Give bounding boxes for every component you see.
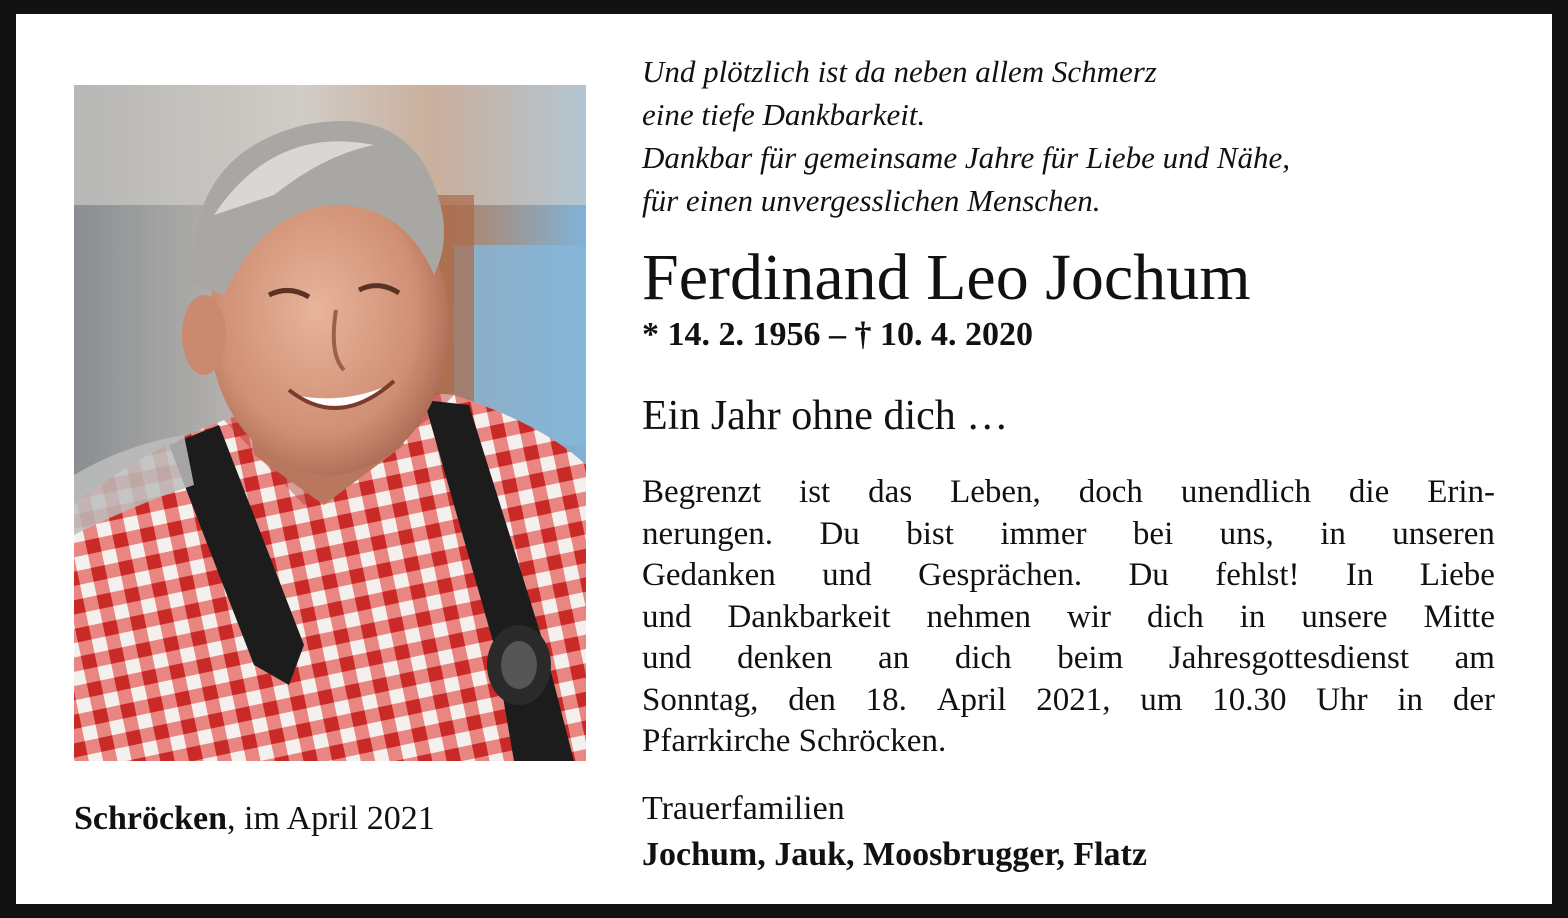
families-label: Trauerfamilien (642, 790, 845, 827)
poem-quote (642, 50, 1290, 222)
life-dates: * 14. 2. 1956 – † 10. 4. 2020 (642, 316, 1033, 353)
place-date-text: , im April 2021 (227, 800, 435, 837)
body-line: Begrenzt ist das Leben, doch unendlich die Erin- (642, 474, 1495, 510)
body-line: Pfarrkirche Schröcken. (642, 723, 947, 759)
body-line: Sonntag, den 18. April 2021, um 10.30 Uhr in der (642, 681, 1495, 718)
body-line: und Dankbarkeit nehmen wir dich in unsere Mitte (642, 598, 1495, 635)
deceased-name: Ferdinand Leo Jochum (642, 241, 1251, 314)
body-line: und denken an dich beim Jahresgottesdienst am (642, 640, 1495, 676)
quote-line: eine tiefe Dankbarkeit. (642, 97, 926, 132)
place-town: Schröcken (74, 800, 227, 837)
memorial-text (642, 472, 1495, 763)
body-line: Gedanken und Gesprächen. Du fehlst! In Liebe (642, 557, 1495, 593)
quote-line: Und plötzlich ist da neben allem Schmerz (642, 54, 1157, 89)
place-date (74, 800, 435, 838)
portrait-photo (74, 85, 586, 761)
quote-line: Dankbar für gemeinsame Jahre für Liebe und Nähe, (642, 140, 1291, 175)
quote-line: für einen unvergesslichen Menschen. (642, 183, 1101, 218)
body-line: nerungen. Du bist immer bei uns, in unseren (642, 515, 1495, 552)
anniversary-heading: Ein Jahr ohne dich … (642, 393, 1009, 439)
families-names: Jochum, Jauk, Moosbrugger, Flatz (642, 836, 1147, 873)
